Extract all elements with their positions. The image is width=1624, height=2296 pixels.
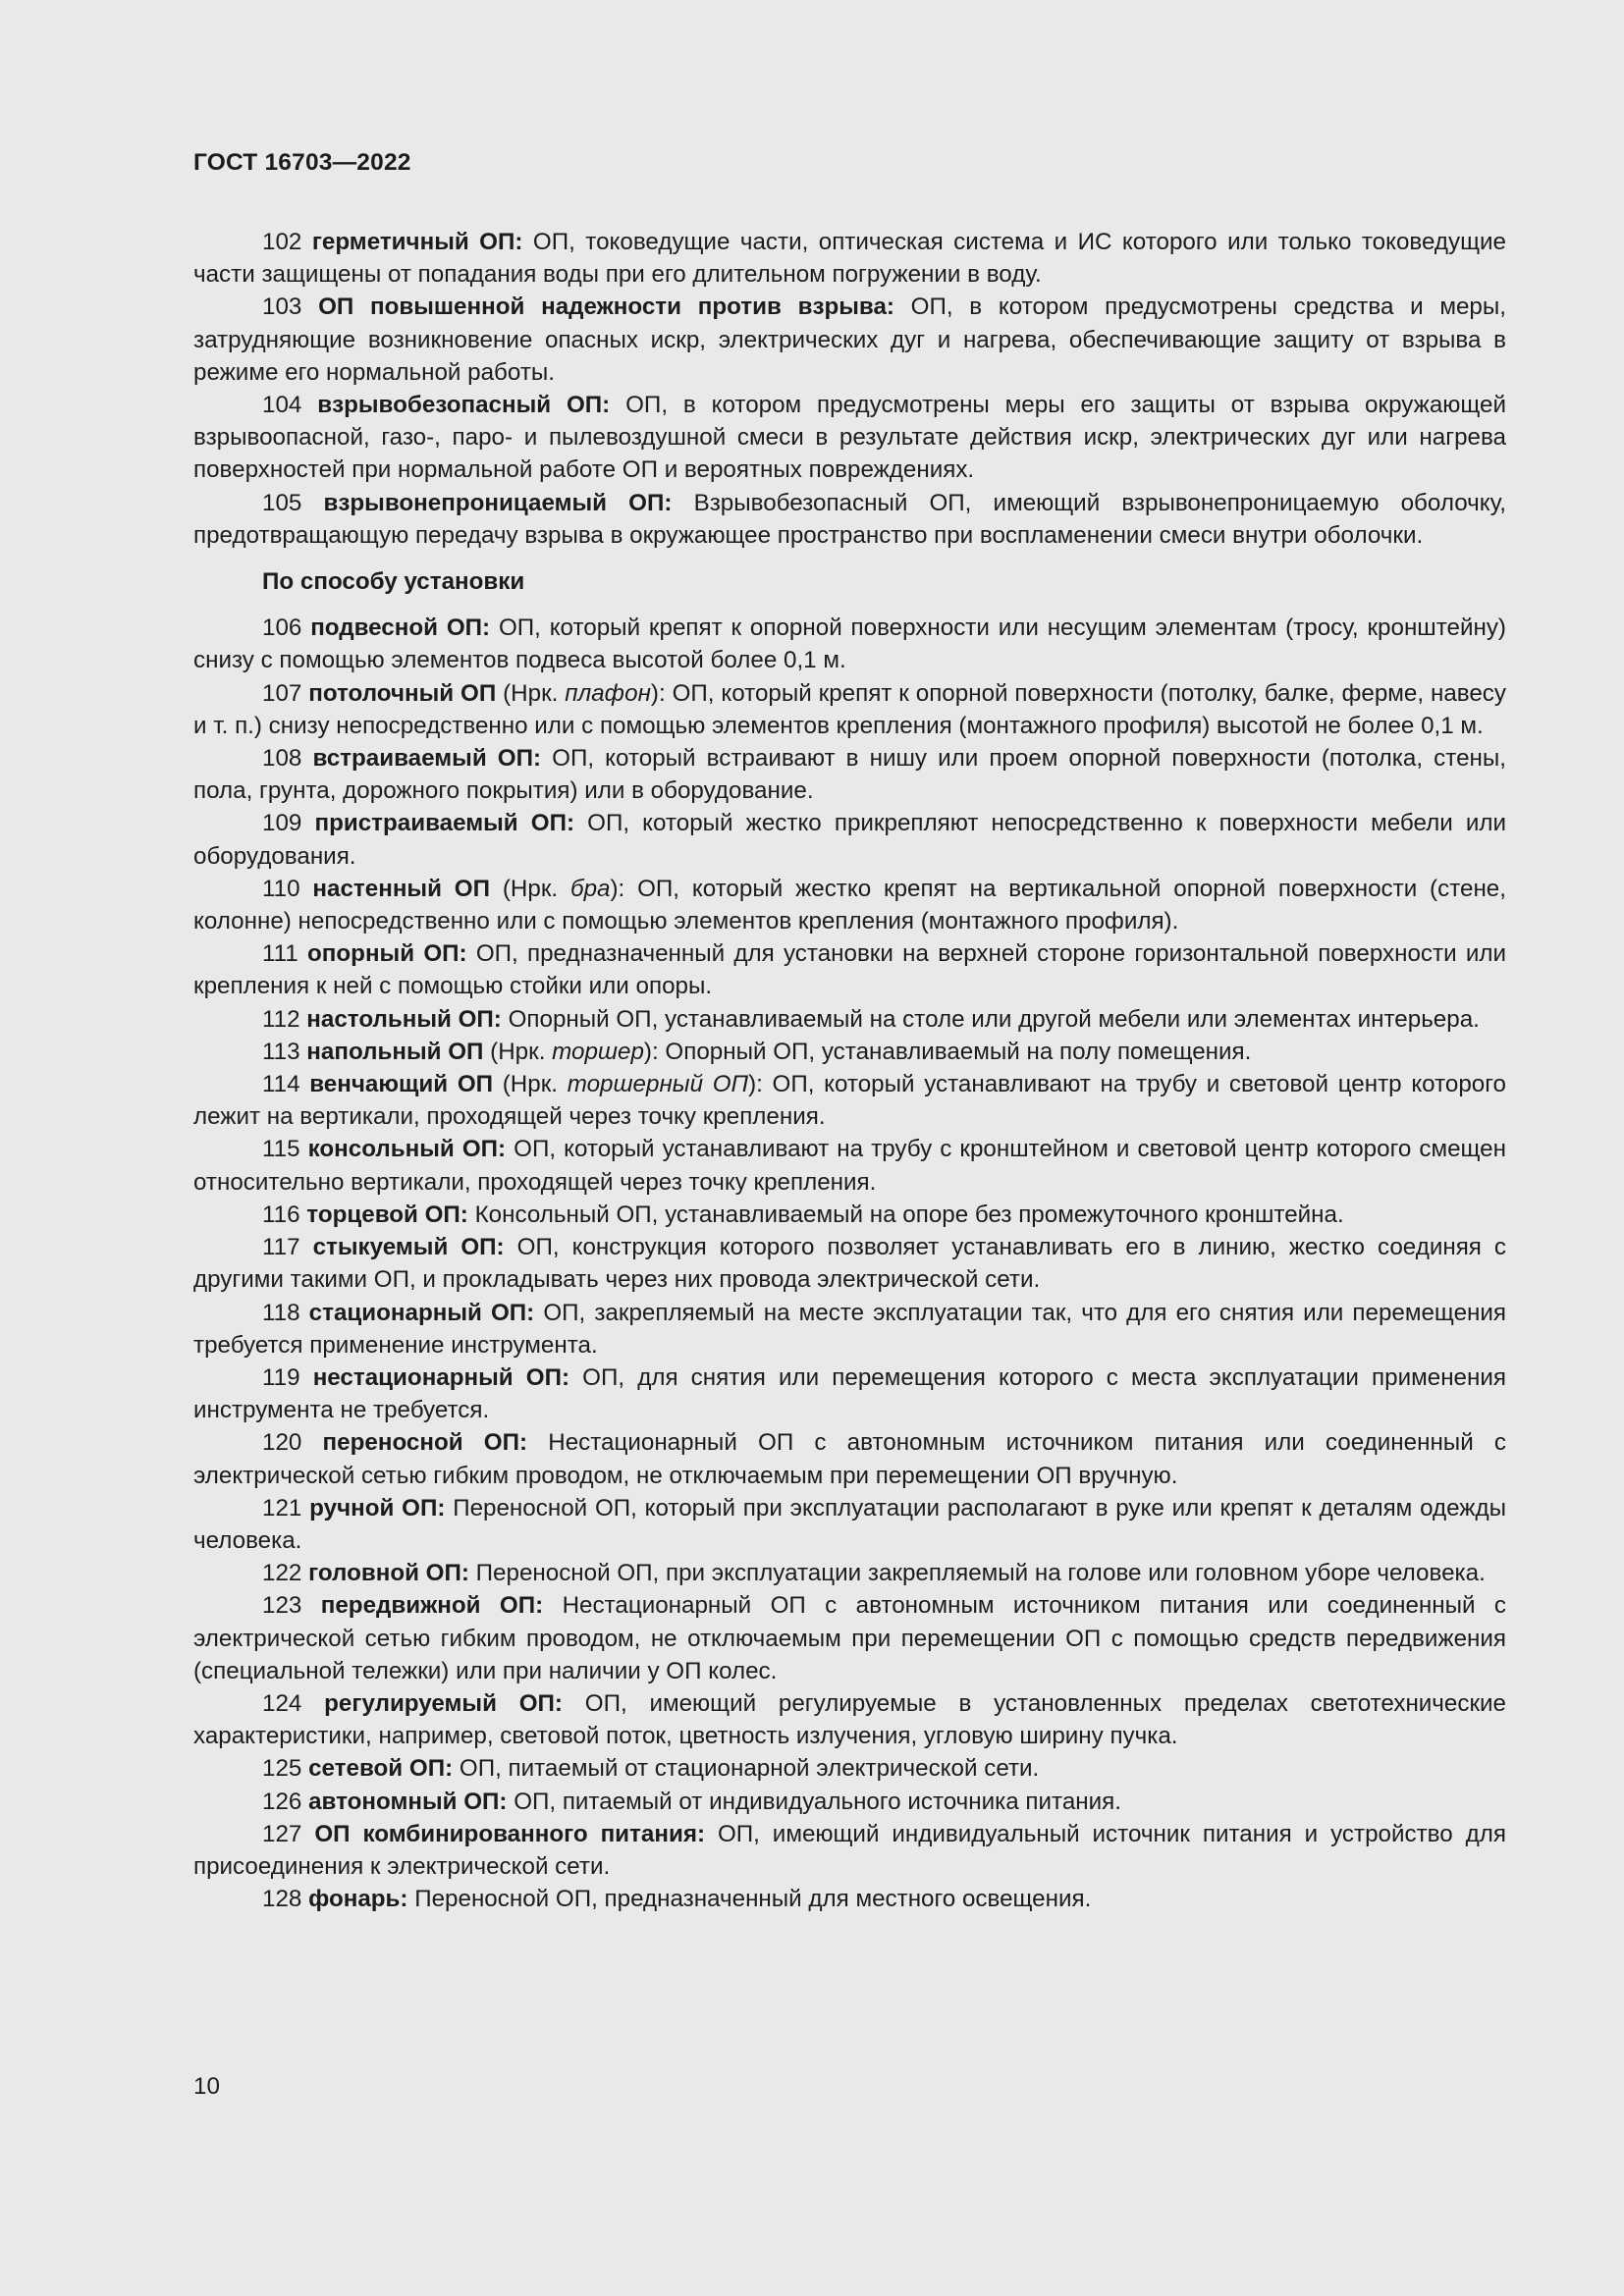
- term-number: 126: [262, 1788, 302, 1815]
- term-definition: ): ОП, который жестко крепят на вертикальной опорной поверхности (стене, колонне) непосредственно или с помощью элементов крепления (монтажного профиля).: [193, 875, 1506, 935]
- term-entry: [193, 1133, 1506, 1198]
- term-deprecated: торшер: [552, 1038, 644, 1065]
- term-number: 124: [262, 1689, 302, 1717]
- term-entry: [193, 1426, 1506, 1491]
- term-entry: [193, 1068, 1506, 1133]
- term-number: 117: [262, 1234, 300, 1261]
- term-number: 109: [262, 810, 302, 837]
- term-number: 119: [262, 1363, 300, 1391]
- term-entry: [193, 1883, 1506, 1915]
- term-name: напольный ОП: [306, 1038, 484, 1065]
- term-name: потолочный ОП: [308, 679, 497, 707]
- term-number: 102: [262, 229, 302, 255]
- term-name: консольный ОП:: [307, 1136, 507, 1163]
- term-definition: ОП, питаемый от индивидуального источника питания.: [507, 1788, 1121, 1815]
- term-number: 105: [262, 489, 302, 516]
- term-note-prefix: (Нрк.: [490, 875, 570, 902]
- term-deprecated: плафон: [565, 679, 651, 707]
- term-number: 114: [262, 1071, 300, 1098]
- term-definition: ОП, который крепят к опорной поверхности или несущим элементам (тросу, кронштейну) снизу с помощью элементов подвеса высотой более 0,1 м.: [193, 614, 1506, 674]
- term-name: настенный ОП: [312, 875, 490, 902]
- term-entry: [193, 1231, 1506, 1296]
- entries-group-b: [193, 612, 1506, 1915]
- term-name: опорный ОП:: [307, 940, 467, 968]
- term-entry: [193, 1362, 1506, 1426]
- term-name: ОП повышенной надежности против взрыва:: [318, 294, 894, 321]
- term-definition: Опорный ОП, устанавливаемый на столе или другой мебели или элементах интерьера.: [501, 1005, 1480, 1033]
- term-note-prefix: (Нрк.: [483, 1038, 553, 1065]
- term-name: подвесной ОП:: [310, 614, 491, 642]
- term-name: пристраиваемый ОП:: [314, 810, 575, 837]
- entries-group-a: [193, 226, 1506, 552]
- term-entry: [193, 873, 1506, 937]
- term-name: передвижной ОП:: [320, 1592, 544, 1620]
- term-entry: [193, 1818, 1506, 1883]
- term-number: 116: [262, 1201, 300, 1228]
- term-note-prefix: (Нрк.: [496, 679, 566, 707]
- term-definition: ОП, конструкция которого позволяет устанавливать его в линию, жестко соединяя с другими такими ОП, и прокладывать через них провода электрической сети.: [193, 1234, 1506, 1294]
- term-note-prefix: (Нрк.: [493, 1071, 568, 1098]
- term-definition: ОП, закрепляемый на месте эксплуатации так, что для его снятия или перемещения требуется применение инструмента.: [193, 1299, 1506, 1359]
- term-number: 122: [262, 1560, 302, 1587]
- term-number: 125: [262, 1755, 302, 1783]
- term-number: 108: [262, 745, 302, 773]
- term-definition: ОП, который жестко прикрепляют непосредственно к поверхности мебели или оборудования.: [193, 810, 1506, 870]
- term-definition: Нестационарный ОП с автономным источником питания или соединенный с электрической сетью гибким проводом, не отключаемым при перемещении ОП вручную.: [193, 1429, 1506, 1489]
- term-definition: ОП, имеющий регулируемые в установленных пределах светотехнические характеристики, например, световой поток, цветность излучения, угловую ширину пучка.: [193, 1689, 1506, 1750]
- term-entry: [193, 1199, 1506, 1231]
- term-definition: ОП, токоведущие части, оптическая система и ИС которого или только токоведущие части защищены от попадания воды при его длительном погружении в воду.: [193, 229, 1506, 289]
- term-entry: [193, 1687, 1506, 1752]
- term-definition: Консольный ОП, устанавливаемый на опоре без промежуточного кронштейна.: [467, 1201, 1344, 1228]
- document-header: ГОСТ 16703—2022: [193, 149, 411, 176]
- term-entry: [193, 1036, 1506, 1068]
- term-entry: [193, 1492, 1506, 1557]
- content-body: [193, 226, 1506, 1915]
- term-name: переносной ОП:: [322, 1429, 528, 1457]
- term-definition: ): ОП, который крепят к опорной поверхности (потолку, балке, ферме, навесу и т. п.) снизу непосредственно или с помощью элементов крепления (монтажного профиля) высотой не более 0,1 м.: [193, 679, 1506, 739]
- term-entry: [193, 612, 1506, 676]
- term-number: 127: [262, 1820, 302, 1847]
- term-entry: [193, 1752, 1506, 1785]
- term-name: фонарь:: [308, 1886, 408, 1913]
- term-name: взрывонепроницаемый ОП:: [323, 489, 673, 516]
- term-definition: ОП, в котором предусмотрены меры его защиты от взрыва окружающей взрывоопасной, газо-, паро- и пылевоздушной смеси в результате действия искр, электрических дуг или нагрева поверхностей при нормальной работе ОП и вероятных повреждениях.: [193, 392, 1507, 484]
- term-deprecated: бра: [569, 875, 611, 902]
- page-number: 10: [193, 2073, 220, 2100]
- term-entry: [193, 487, 1506, 552]
- term-definition: Взрывобезопасный ОП, имеющий взрывонепроницаемую оболочку, предотвращающую передачу взрыва в окружающее пространство при воспламенении смеси внутри оболочки.: [193, 489, 1506, 549]
- term-definition: ОП, который встраивают в нишу или проем опорной поверхности (потолка, стены, пола, грунта, дорожного покрытия) или в оборудование.: [193, 745, 1506, 805]
- term-name: взрывобезопасный ОП:: [317, 392, 611, 419]
- term-name: настольный ОП:: [306, 1005, 502, 1033]
- term-entry: [193, 291, 1506, 389]
- term-entry: [193, 742, 1506, 807]
- term-name: торцевой ОП:: [306, 1201, 468, 1228]
- term-definition: Переносной ОП, предназначенный для местного освещения.: [407, 1886, 1092, 1913]
- term-number: 121: [262, 1494, 302, 1522]
- term-entry: [193, 807, 1506, 872]
- term-definition: Переносной ОП, который при эксплуатации располагают в руке или крепят к деталям одежды человека.: [193, 1494, 1506, 1554]
- term-entry: [193, 1297, 1506, 1362]
- term-definition: ОП, предназначенный для установки на верхней стороне горизонтальной поверхности или крепления к ней с помощью стойки или опоры.: [193, 940, 1506, 1000]
- term-definition: ОП, имеющий индивидуальный источник питания и устройство для присоединения к электрической сети.: [193, 1820, 1506, 1880]
- term-number: 106: [262, 614, 302, 642]
- term-name: нестационарный ОП:: [312, 1363, 570, 1391]
- term-entry: [193, 1589, 1506, 1687]
- term-number: 112: [262, 1005, 300, 1033]
- term-number: 128: [262, 1886, 302, 1913]
- term-number: 110: [262, 875, 300, 902]
- term-name: стыкуемый ОП:: [312, 1234, 505, 1261]
- term-number: 115: [262, 1136, 300, 1163]
- term-name: автономный ОП:: [308, 1788, 508, 1815]
- term-definition: ОП, для снятия или перемещения которого с места эксплуатации применения инструмента не требуется.: [193, 1363, 1506, 1424]
- term-name: венчающий ОП: [309, 1071, 494, 1098]
- term-entry: [193, 389, 1506, 487]
- term-number: 123: [262, 1592, 302, 1620]
- term-entry: [193, 226, 1506, 291]
- term-name: ручной ОП:: [309, 1494, 446, 1522]
- term-definition: ОП, который устанавливают на трубу с кронштейном и световой центр которого смещен относительно вертикали, проходящей через точку крепления.: [193, 1136, 1506, 1196]
- term-name: сетевой ОП:: [308, 1755, 454, 1783]
- term-entry: [193, 1557, 1506, 1589]
- term-name: регулируемый ОП:: [324, 1689, 563, 1717]
- term-entry: [193, 937, 1506, 1002]
- term-entry: [193, 1786, 1506, 1818]
- section-title: По способу установки: [262, 568, 525, 596]
- term-entry: [193, 1003, 1506, 1036]
- term-definition: Нестационарный ОП с автономным источником питания или соединенный с электрической сетью гибким проводом, не отключаемым при перемещении ОП с помощью средств передвижения (специальной тележки) или при наличии у ОП колес.: [193, 1592, 1506, 1684]
- term-definition: ОП, питаемый от стационарной электрической сети.: [453, 1755, 1040, 1783]
- term-definition: ): Опорный ОП, устанавливаемый на полу помещения.: [643, 1038, 1252, 1065]
- term-name: головной ОП:: [308, 1560, 469, 1587]
- term-number: 107: [262, 679, 302, 707]
- term-name: ОП комбинированного питания:: [314, 1820, 705, 1847]
- term-number: 103: [262, 294, 302, 321]
- term-name: встраиваемый ОП:: [312, 745, 542, 773]
- term-number: 111: [262, 940, 298, 968]
- term-deprecated: торшерный ОП: [567, 1071, 749, 1098]
- term-entry: [193, 677, 1506, 742]
- term-number: 120: [262, 1429, 302, 1457]
- term-name: стационарный ОП:: [308, 1299, 535, 1326]
- term-number: 113: [262, 1038, 300, 1065]
- term-definition: Переносной ОП, при эксплуатации закрепляемый на голове или головном уборе человека.: [468, 1560, 1486, 1587]
- term-name: герметичный ОП:: [311, 229, 523, 255]
- term-number: 118: [262, 1299, 300, 1326]
- term-number: 104: [262, 392, 302, 419]
- term-definition: ОП, в котором предусмотрены средства и меры, затрудняющие возникновение опасных искр, электрических дуг и нагрева, обеспечивающие защиту от взрыва в режиме его нормальной работы.: [193, 294, 1506, 386]
- term-definition: ): ОП, который устанавливают на трубу и световой центр которого лежит на вертикали, проходящей через точку крепления.: [193, 1071, 1506, 1131]
